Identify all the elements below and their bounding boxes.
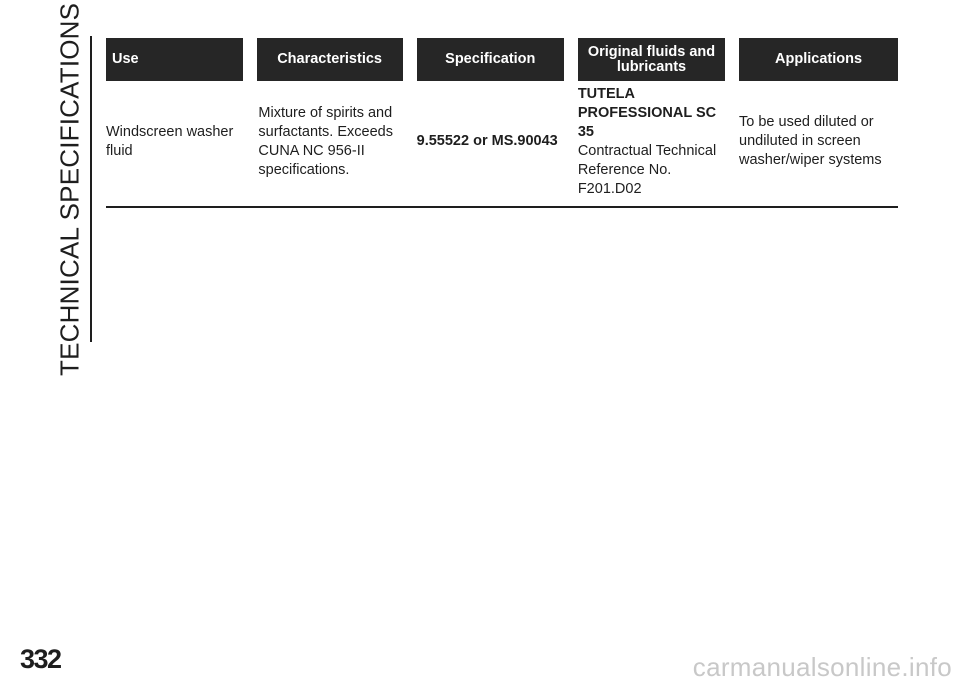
cell-use: [106, 81, 242, 206]
header-original-fluids: Original fluids and lubricants: [578, 38, 725, 81]
header-specification: Specification: [417, 38, 564, 81]
cell-characteristics: [256, 81, 402, 206]
table-header-row: [106, 38, 898, 81]
section-side-label: [44, 2, 96, 376]
table-row: [106, 81, 898, 208]
fluid-reference: Contractual Technical Reference No. F201.D02: [577, 142, 717, 197]
applications-text: To be used diluted or undiluted in screen washer/wiper systems: [739, 114, 882, 168]
header-applications: Applications: [739, 38, 898, 81]
specification-text: 9.55522 or MS.90043: [416, 133, 558, 149]
cell-specification: [417, 81, 564, 206]
section-divider-line: [90, 36, 92, 342]
cell-applications: [739, 81, 898, 206]
header-characteristics: Characteristics: [257, 38, 403, 81]
header-use: Use: [106, 38, 243, 81]
page-number: 332: [20, 644, 61, 674]
fluid-name: TUTELA PROFESSIONAL SC 35: [577, 85, 717, 140]
characteristics-text: Mixture of spirits and surfactants. Exceeds CUNA NC 956-II specifications.: [258, 104, 393, 178]
watermark: carmanualsonline.info: [692, 652, 952, 682]
section-title: TECHNICAL SPECIFICATIONS: [54, 2, 85, 376]
fluids-table: [106, 38, 898, 208]
cell-original-fluid: [578, 81, 725, 206]
use-text: Windscreen washer fluid: [106, 123, 234, 159]
